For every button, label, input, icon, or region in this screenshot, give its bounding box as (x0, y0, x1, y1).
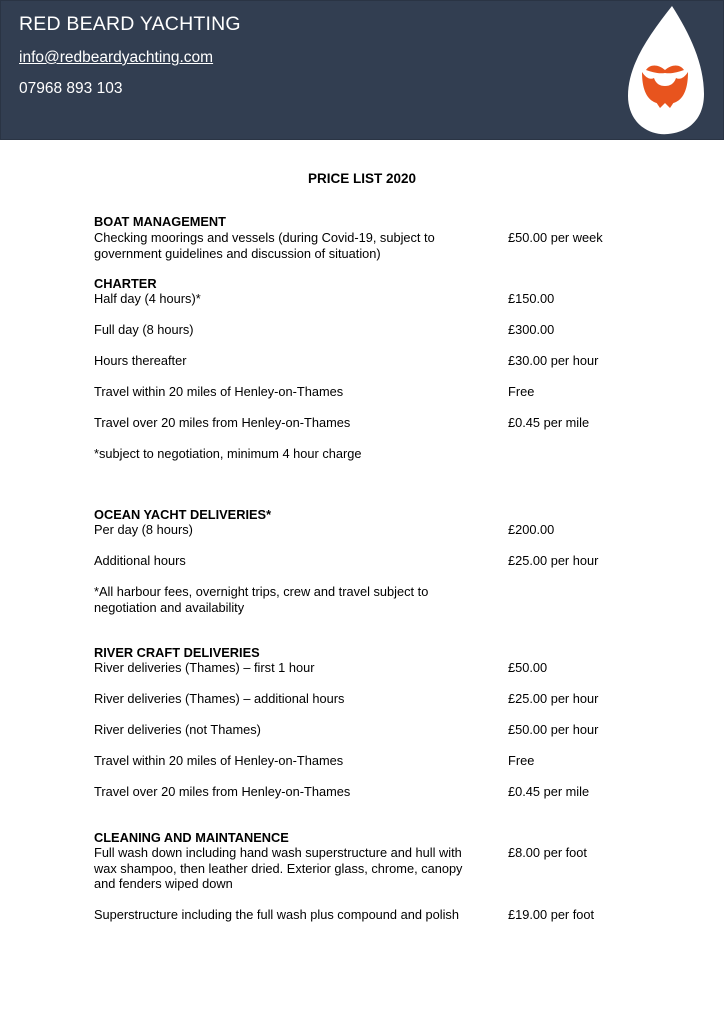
boat-management-item-price: £50.00 per week (508, 230, 603, 245)
charter-item-price: £150.00 (508, 291, 555, 306)
cleaning-item-desc: Full wash down including hand wash superstructure and hull with wax shampoo, then leather dried. Exterior glass, chrome, canopy and fenders wiped down (94, 845, 463, 891)
company-name: RED BEARD YACHTING (19, 13, 241, 35)
ocean-item-price: £200.00 (508, 522, 555, 537)
river-item-price: £0.45 per mile (508, 784, 590, 799)
boat-management-item-desc: Checking moorings and vessels (during Covid-19, subject to government guidelines and discussion of situation) (94, 230, 435, 261)
section-heading-cleaning: CLEANING AND MAINTANENCE (94, 830, 289, 845)
river-item-desc: River deliveries (Thames) – first 1 hour (94, 660, 315, 675)
river-item-price: £50.00 (508, 660, 548, 675)
river-item-desc: River deliveries (Thames) – additional hours (94, 691, 345, 706)
header-banner (0, 0, 724, 140)
page-title: PRICE LIST 2020 (307, 171, 417, 186)
section-heading-boat-management: BOAT MANAGEMENT (94, 214, 226, 229)
charter-note: *subject to negotiation, minimum 4 hour charge (94, 446, 362, 461)
phone-number: 07968 893 103 (19, 80, 123, 97)
section-heading-charter: CHARTER (94, 276, 157, 291)
charter-item-desc: Travel over 20 miles from Henley-on-Thames (94, 415, 351, 430)
ocean-item-price: £25.00 per hour (508, 553, 599, 568)
beard-sail-logo-icon (620, 4, 710, 136)
charter-item-price: £300.00 (508, 322, 555, 337)
river-item-price: £25.00 per hour (508, 691, 599, 706)
charter-item-desc: Travel within 20 miles of Henley-on-Thames (94, 384, 344, 399)
river-item-desc: River deliveries (not Thames) (94, 722, 261, 737)
charter-item-price: £30.00 per hour (508, 353, 599, 368)
river-item-price: £50.00 per hour (508, 722, 599, 737)
river-item-desc: Travel over 20 miles from Henley-on-Thames (94, 784, 351, 799)
ocean-item-desc: Per day (8 hours) (94, 522, 193, 537)
charter-item-desc: Half day (4 hours)* (94, 291, 201, 306)
charter-item-price: Free (508, 384, 535, 399)
cleaning-item-price: £19.00 per foot (508, 907, 595, 922)
cleaning-item-desc: Superstructure including the full wash plus compound and polish (94, 907, 459, 922)
charter-item-desc: Hours thereafter (94, 353, 187, 368)
section-heading-ocean-deliveries: OCEAN YACHT DELIVERIES* (94, 507, 272, 522)
section-heading-river-deliveries: RIVER CRAFT DELIVERIES (94, 645, 260, 660)
charter-item-desc: Full day (8 hours) (94, 322, 194, 337)
river-item-price: Free (508, 753, 535, 768)
river-item-desc: Travel within 20 miles of Henley-on-Thames (94, 753, 344, 768)
ocean-item-desc: Additional hours (94, 553, 186, 568)
charter-item-price: £0.45 per mile (508, 415, 590, 430)
cleaning-item-price: £8.00 per foot (508, 845, 587, 860)
ocean-note: *All harbour fees, overnight trips, crew and travel subject to negotiation and availability (94, 584, 429, 615)
email-link[interactable]: info@redbeardyachting.com (19, 49, 214, 66)
